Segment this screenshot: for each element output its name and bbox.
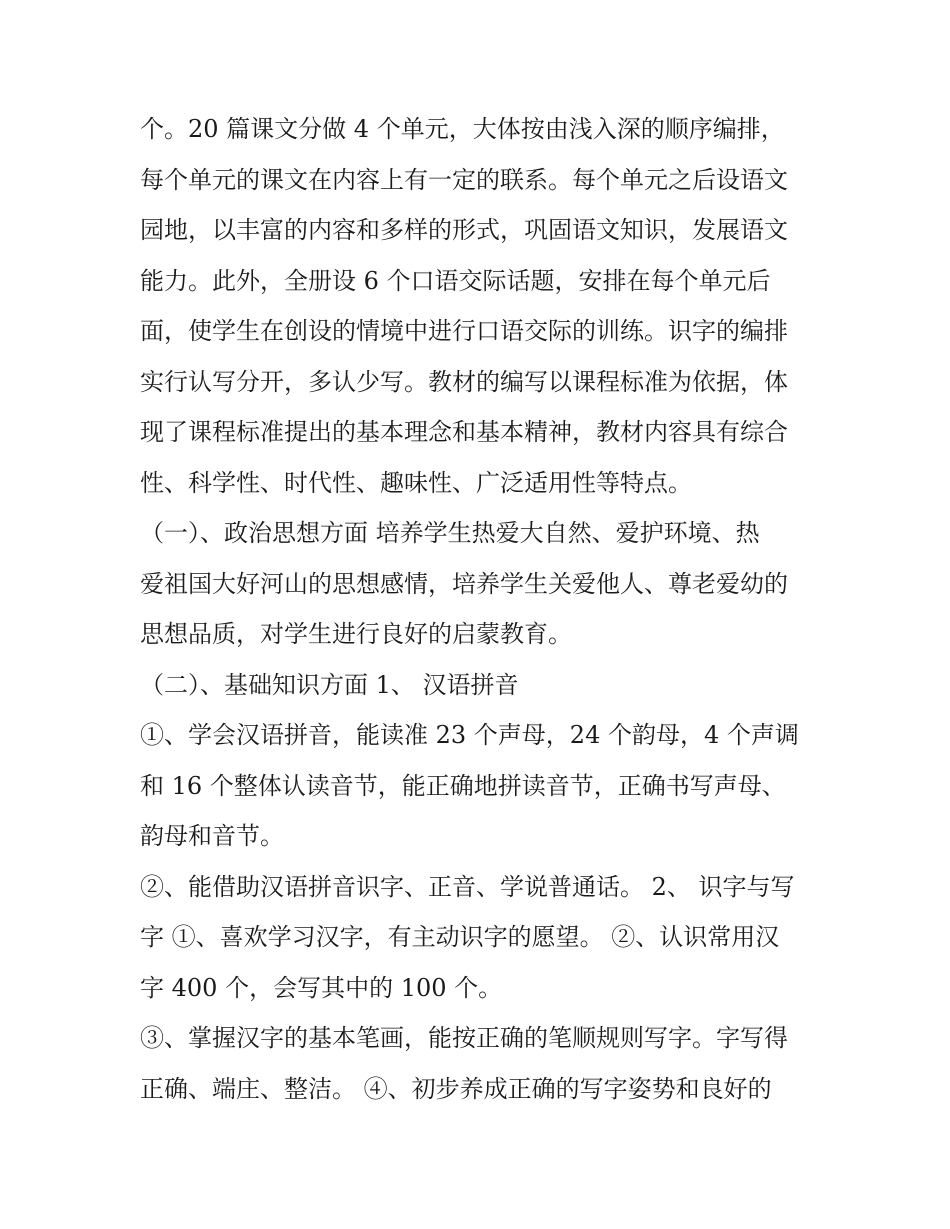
text-line: 园地，以丰富的内容和多样的形式，巩固语文知识，发展语文: [140, 216, 788, 244]
text-line: 字 400 个，会写其中的 100 个。: [140, 973, 503, 1002]
text-line: 面，使学生在创设的情境中进行口语交际的训练。识字的编排: [140, 317, 788, 345]
text-line: 爱祖国大好河山的思想感情，培养学生关爱他人、尊老爱幼的: [140, 569, 788, 598]
document-body: [140, 104, 820, 1114]
text-line: 能力。此外，全册设 6 个口语交际话题，安排在每个单元后: [140, 266, 771, 295]
text-line: 字 ①、喜欢学习汉字，有主动识字的愿望。 ②、认识常用汉: [140, 923, 780, 951]
list-item-line: ①、学会汉语拼音，能读准 23 个声母，24 个韵母，4 个声调: [140, 721, 799, 749]
section-heading-line: （一）、政治思想方面 培养学生热爱大自然、爱护环境、热: [140, 519, 760, 547]
list-item-line: ②、能借助汉语拼音识字、正音、学说普通话。 2、 识字与写: [140, 872, 795, 901]
text-line: 实行认写分开，多认少写。教材的编写以课程标准为依据，体: [140, 367, 788, 396]
text-line: 个。20 篇课文分做 4 个单元，大体按由浅入深的顺序编排，: [140, 115, 785, 143]
text-line: 韵母和音节。: [140, 822, 284, 850]
text-line: 每个单元的课文在内容上有一定的联系。每个单元之后设语文: [140, 165, 788, 194]
text-line: 思想品质，对学生进行良好的启蒙教育。: [140, 620, 572, 648]
section-heading-line: （二）、基础知识方面 1、 汉语拼音: [140, 670, 519, 699]
text-line: 性、科学性、时代性、趣味性、广泛适用性等特点。: [140, 468, 692, 497]
text-line: 和 16 个整体认读音节，能正确地拼读音节，正确书写声母、: [140, 771, 786, 800]
text-line: 现了课程标准提出的基本理念和基本精神，教材内容具有综合: [140, 418, 788, 446]
list-item-line: ③、掌握汉字的基本笔画，能按正确的笔顺规则写字。字写得: [140, 1024, 788, 1052]
text-line: 正确、端庄、整洁。 ④、初步养成正确的写字姿势和良好的: [140, 1074, 772, 1103]
